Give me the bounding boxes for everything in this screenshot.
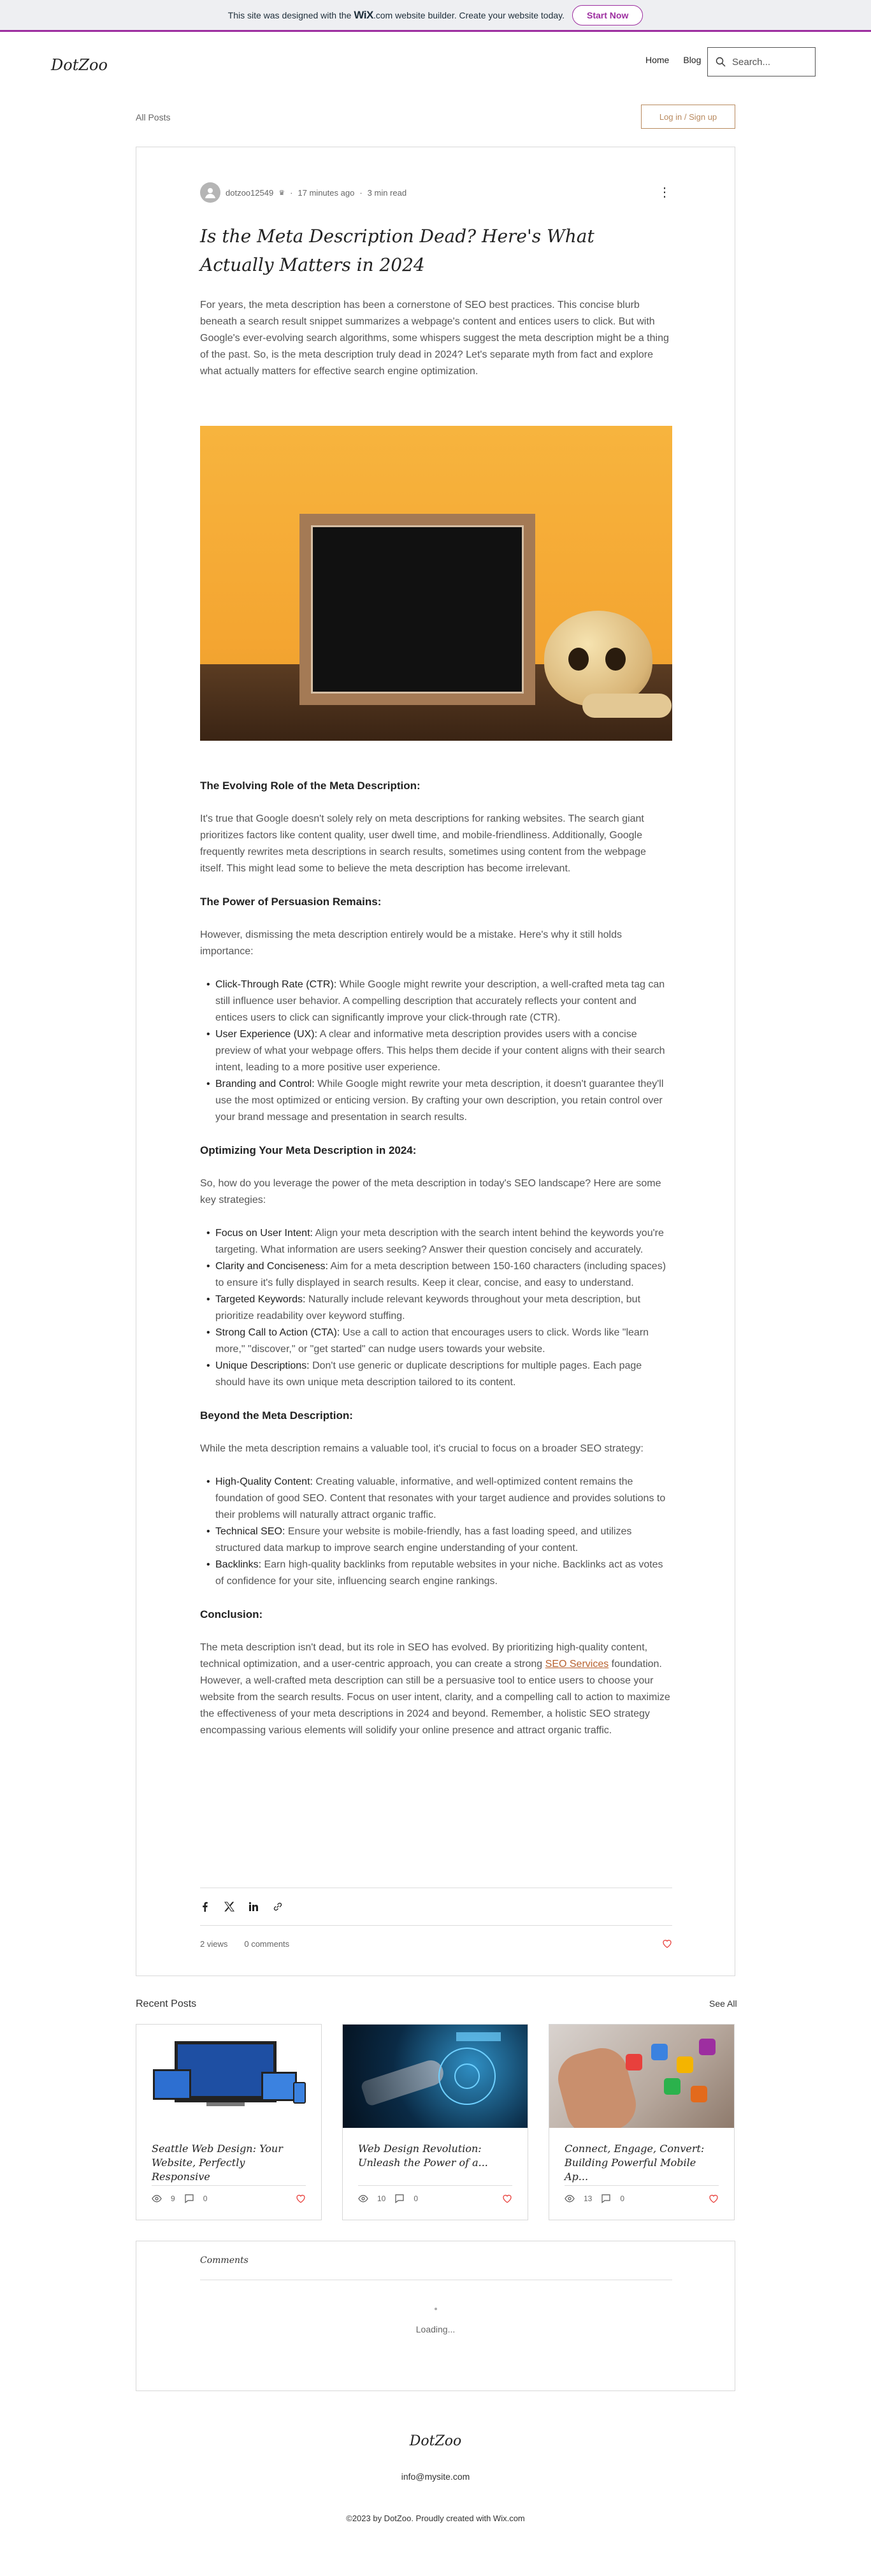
wix-logo: WiX <box>354 8 373 21</box>
recent-post-views: 10 <box>377 2194 386 2203</box>
search-icon <box>716 57 726 67</box>
linkedin-icon[interactable] <box>248 1902 259 1912</box>
footer-email[interactable]: info@mysite.com <box>401 2471 470 2482</box>
recent-post-title[interactable]: Web Design Revolution: Unleash the Power of a... <box>358 2143 488 2169</box>
skull-eye <box>568 648 589 671</box>
author-name[interactable]: dotzoo12549 <box>226 187 274 198</box>
separator-dot: · <box>359 187 363 198</box>
eye-icon <box>152 2194 162 2204</box>
crown-icon: ♛ <box>278 189 285 197</box>
recent-post-views: 9 <box>171 2194 175 2203</box>
list-item: • Targeted Keywords: Naturally include relevant keywords throughout your meta description, but prioritize readability over keyword stuffing. <box>208 1292 671 1325</box>
list-item: • High-Quality Content: Creating valuable, informative, and well-optimized content remains the foundation of good SEO. Content that resonates with your target audience and provides solutions to their problems will naturally attract organic traffic. <box>208 1474 671 1524</box>
loading-spinner-icon <box>435 2308 437 2310</box>
comments-title: Comments <box>200 2255 248 2266</box>
start-now-button[interactable]: Start Now <box>572 5 643 25</box>
eye-icon <box>358 2194 368 2204</box>
recent-post-card[interactable] <box>136 2024 322 2220</box>
share-bar <box>200 1888 672 1926</box>
comments-count[interactable]: 0 comments <box>244 1939 290 1949</box>
post-thumbnail <box>549 2025 734 2128</box>
link-icon[interactable] <box>273 1902 283 1912</box>
site-footer <box>0 2391 871 2576</box>
search-placeholder: Search... <box>732 56 771 68</box>
hero-chalkboard <box>299 514 535 705</box>
recent-post-comments: 0 <box>414 2194 419 2203</box>
recent-posts-header <box>0 1992 871 2018</box>
list-item: • Branding and Control: While Google might rewrite your meta description, it doesn't guarantee they'll use the most optimized or enticing version. By crafting your own description, you retain control over your brand message and presentation in search results. <box>208 1076 671 1126</box>
see-all-link[interactable]: See All <box>709 1998 737 2009</box>
post-intro: For years, the meta description has been a cornerstone of SEO best practices. This concise blurb beneath a search result snippet summarizes a webpage's content and entices users to click. But with Google's ever-evolving search algorithms, some whispers suggest the meta description might be a thing of the past. So, is the meta description truly dead in 2024? Let's separate myth from fact and explore what actually matters for effective search engine optimization. <box>200 300 669 377</box>
list-item: • Unique Descriptions: Don't use generic or duplicate descriptions for multiple pages. Each page should have its own unique meta description tailored to its content. <box>208 1358 671 1391</box>
site-logo[interactable]: DotZoo <box>51 56 108 74</box>
recent-posts-title: Recent Posts <box>136 1998 197 2009</box>
read-time: 3 min read <box>367 187 407 198</box>
wix-banner <box>0 0 871 32</box>
site-header <box>0 32 871 96</box>
post-thumbnail <box>343 2025 528 2128</box>
recent-post-card[interactable] <box>342 2024 528 2220</box>
separator-dot: · <box>290 187 293 198</box>
recent-post-title[interactable]: Connect, Engage, Convert: Building Powerful Mobile Ap... <box>565 2143 705 2183</box>
comments-loading: Loading... <box>415 2324 456 2334</box>
recent-post-stats <box>343 2186 528 2211</box>
login-button[interactable]: Log in / Sign up <box>641 105 735 129</box>
section-heading: The Evolving Role of the Meta Description: <box>200 780 421 792</box>
heart-icon[interactable] <box>662 1939 672 1949</box>
section-paragraph: So, how do you leverage the power of the meta description in today's SEO landscape? Here are some key strategies: <box>200 1178 661 1205</box>
post-title: Is the Meta Description Dead? Here's What Actually Matters in 2024 <box>200 226 594 275</box>
heart-icon[interactable] <box>709 2194 719 2204</box>
blog-toolbar <box>0 96 871 147</box>
hero-image <box>200 426 672 741</box>
banner-text-before: This site was designed with the <box>227 10 352 20</box>
hero-bone <box>582 694 672 718</box>
recent-post-card[interactable] <box>549 2024 735 2220</box>
recent-post-title[interactable]: Seattle Web Design: Your Website, Perfectly Responsive <box>152 2143 283 2183</box>
list-item: • Strong Call to Action (CTA): Use a call to action that encourages users to click. Words like "learn more," "discover," or "get started" can nudge users towards your website. <box>208 1325 671 1358</box>
list-item: • Click-Through Rate (CTR): While Google might rewrite your description, a well-crafted meta tag can still influence user behavior. A compelling description that accurately reflects your content and entices users to click can significantly improve your click-through rate (CTR). <box>208 977 671 1026</box>
list-item: • Backlinks: Earn high-quality backlinks from reputable websites in your niche. Backlinks act as votes of confidence for your site, influencing search engine rankings. <box>208 1557 671 1590</box>
post-time: 17 minutes ago <box>298 187 355 198</box>
nav-item-home[interactable]: Home <box>645 55 670 65</box>
post-thumbnail <box>136 2025 321 2128</box>
list-item: • Technical SEO: Ensure your website is mobile-friendly, has a fast loading speed, and utilizes structured data markup to improve search engine understanding of your content. <box>208 1524 671 1557</box>
seo-services-link[interactable]: SEO Services <box>545 1659 609 1670</box>
user-icon <box>204 186 217 199</box>
list-item: • User Experience (UX): A clear and informative meta description provides users with a concise preview of what your webpage offers. This helps them decide if your content aligns with their search intent, leading to a more positive user experience. <box>208 1026 671 1076</box>
heart-icon[interactable] <box>502 2194 512 2204</box>
comment-icon <box>184 2194 194 2204</box>
facebook-icon[interactable] <box>200 1902 210 1912</box>
comment-icon <box>601 2194 611 2204</box>
bullet-list <box>200 977 671 1126</box>
conclusion-paragraph: The meta description isn't dead, but its role in SEO has evolved. By prioritizing high-quality content, technical optimization, and a user-centric approach, you can create a strong SEO Services foundation. However, a well-crafted meta description can still be a persuasive tool to entice users to choose your website from the search results. Focus on user intent, clarity, and a compelling call to action to maximize the effectiveness of your meta descriptions in 2024 and beyond. Remember, a holistic SEO strategy encompassing various elements will solidify your online presence and attract organic traffic. <box>200 1642 670 1736</box>
main-nav <box>645 55 701 65</box>
recent-post-comments: 0 <box>203 2194 208 2203</box>
section-heading: Conclusion: <box>200 1608 263 1620</box>
section-paragraph: While the meta description remains a valuable tool, it's crucial to focus on a broader SEO strategy: <box>200 1443 644 1454</box>
section-paragraph: It's true that Google doesn't solely rely on meta descriptions for ranking websites. The search giant prioritizes factors like content quality, user dwell time, and mobile-friendliness. Additionally, Google frequently rewrites meta descriptions in search results, sometimes using content from the webpage itself. This might lead some to believe the meta description has become irrelevant. <box>200 813 646 874</box>
bullet-list <box>200 1225 671 1391</box>
banner-text-after: .com website builder. Create your website today. <box>373 10 565 20</box>
comments-section <box>136 2241 735 2391</box>
post-card <box>136 147 735 1976</box>
author-row <box>200 182 671 203</box>
x-icon[interactable] <box>224 1902 234 1912</box>
recent-post-stats <box>136 2186 321 2211</box>
heart-icon[interactable] <box>296 2194 306 2204</box>
recent-post-stats <box>549 2186 734 2211</box>
bullet-list <box>200 1474 671 1590</box>
comment-icon <box>394 2194 405 2204</box>
footer-logo: DotZoo <box>409 2433 462 2449</box>
list-item: • Focus on User Intent: Align your meta description with the search intent behind the keywords you're targeting. What information are users seeking? Answer their question concisely and accurately. <box>208 1225 671 1258</box>
footer-copyright: ©2023 by DotZoo. Proudly created with Wix.com <box>346 2514 525 2523</box>
nav-item-blog[interactable]: Blog <box>683 55 702 65</box>
views-count: 2 views <box>200 1939 228 1949</box>
post-content <box>200 778 671 1739</box>
hero-skull <box>544 611 652 706</box>
section-heading: The Power of Persuasion Remains: <box>200 896 382 908</box>
list-item: • Clarity and Conciseness: Aim for a meta description between 150-160 characters (including spaces) to ensure it's fully displayed in search results. Keep it clear, concise, and easy to understand. <box>208 1258 671 1292</box>
all-posts-link[interactable]: All Posts <box>136 112 171 122</box>
section-paragraph: However, dismissing the meta description entirely would be a mistake. Here's why it still holds importance: <box>200 929 622 957</box>
more-options-icon[interactable]: ⋮ <box>658 186 671 200</box>
skull-eye <box>605 648 626 671</box>
section-heading: Beyond the Meta Description: <box>200 1409 353 1422</box>
search-input[interactable] <box>707 47 816 76</box>
recent-post-views: 13 <box>584 2194 593 2203</box>
post-stats <box>200 1939 672 1949</box>
section-heading: Optimizing Your Meta Description in 2024: <box>200 1144 417 1156</box>
recent-post-comments: 0 <box>620 2194 625 2203</box>
eye-icon <box>565 2194 575 2204</box>
avatar[interactable] <box>200 182 220 203</box>
recent-posts-grid <box>0 2018 871 2222</box>
